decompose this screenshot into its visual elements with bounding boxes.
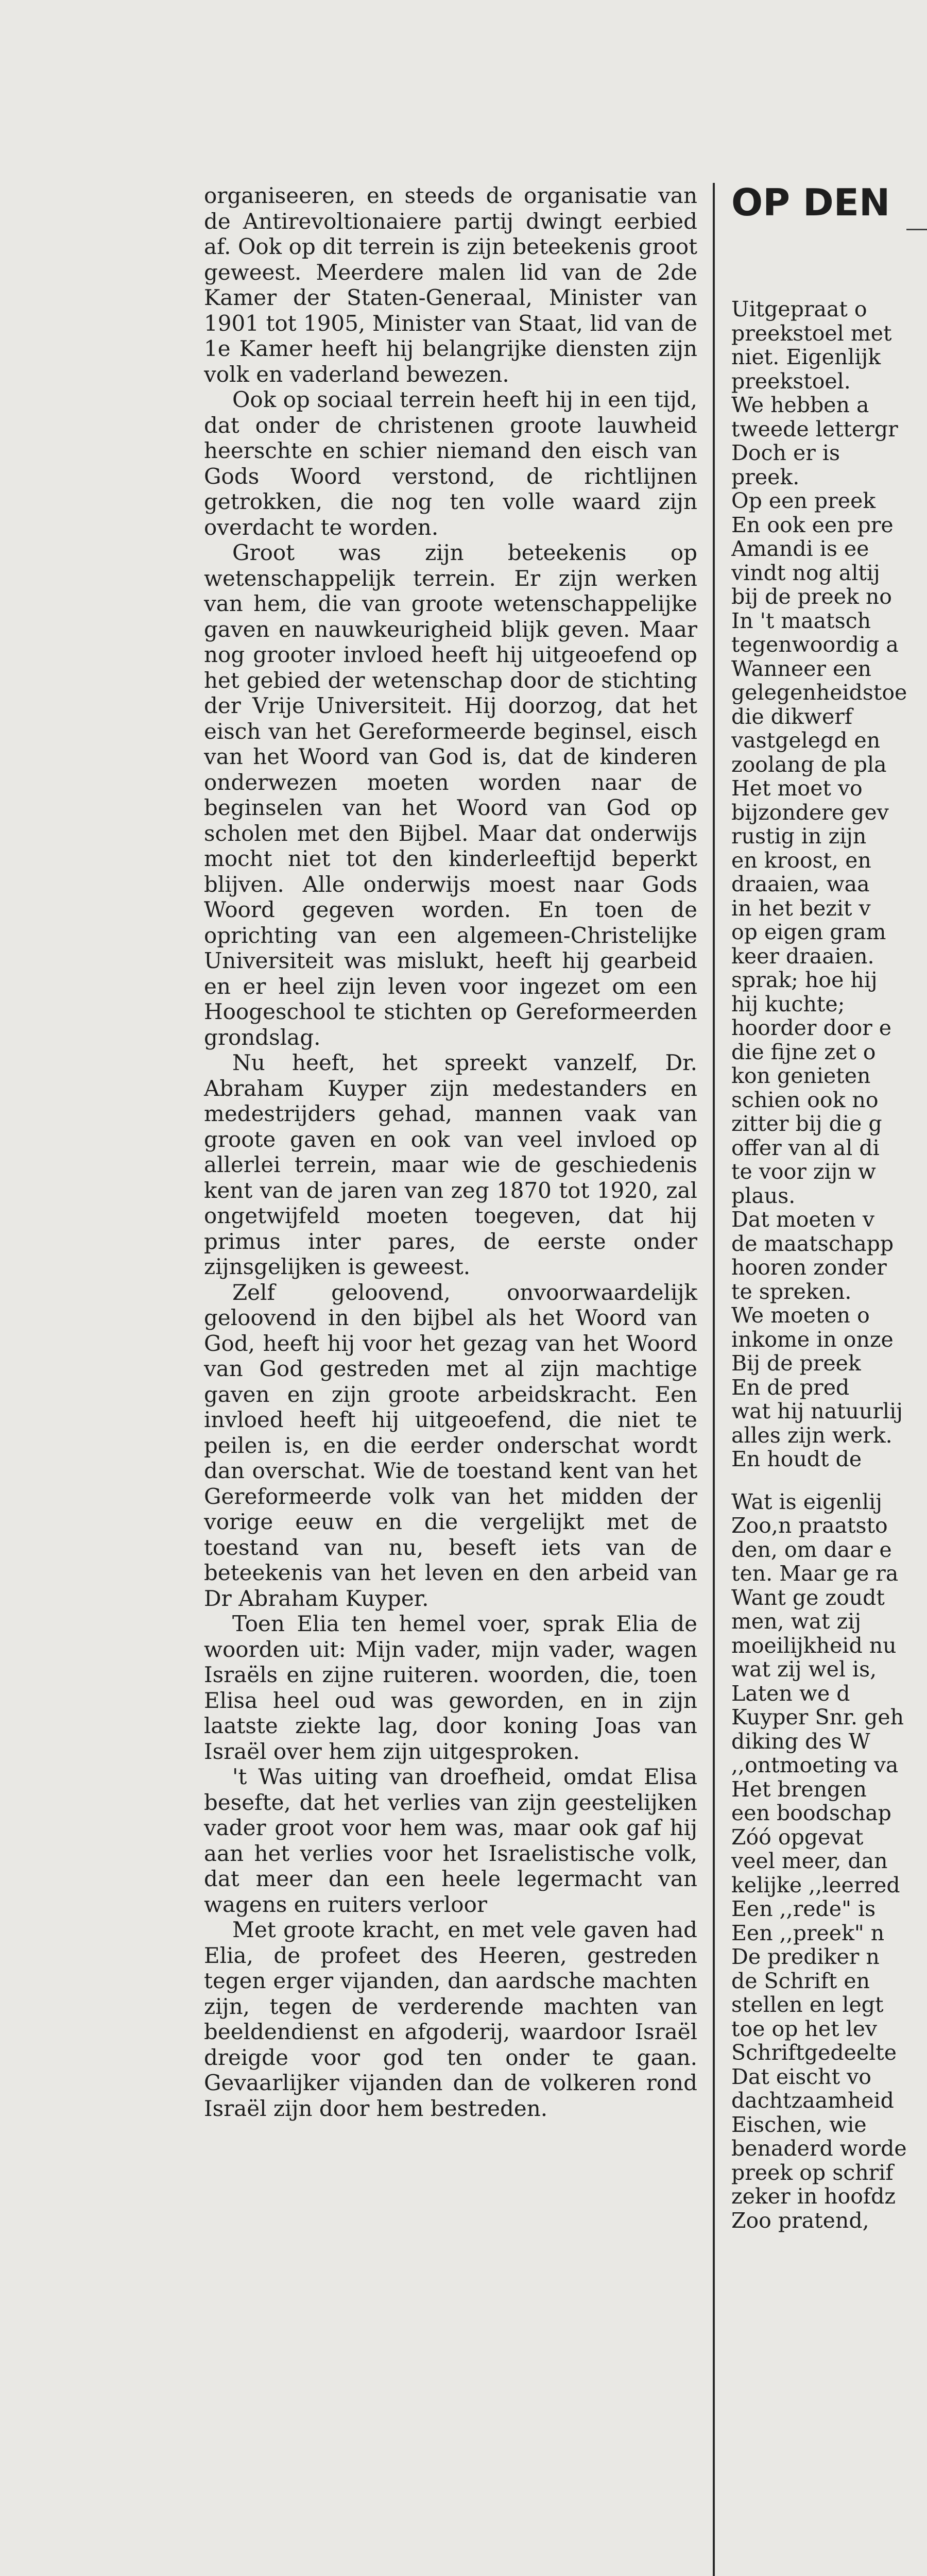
truncated-text-line: zeker in hoofdz: [731, 2184, 896, 2209]
article-paragraph: Toen Elia ten hemel voer, sprak Elia de woorden uit: Mijn vader, mijn vader, wagen Israëls en zijne ruiteren. woorden, die, toen Elisa heel oud was geworden, en in zijn laatste ziekte lag, door koning Joas van Israël over hem zijn uitgesproken.: [204, 1611, 697, 1764]
truncated-text-line: te spreken.: [731, 1279, 852, 1304]
truncated-text-line: Schriftgedeelte: [731, 2040, 897, 2065]
right-column-text: [731, 297, 927, 2232]
truncated-text-line: en kroost, en: [731, 848, 871, 873]
truncated-text-line: preek.: [731, 464, 800, 489]
article-paragraph: 't Was uiting van droefheid, omdat Elisa besefte, dat het verlies van zijn geestelijken vader groot voor hem was, maar ook gaf hij aan het verlies voor het Israelistische volk, dat meer dan een heele legermacht van wagens en ruiters verloor: [204, 1764, 697, 1917]
truncated-text-line: benaderd worde: [731, 2136, 907, 2161]
right-column-headline: OP DEN: [731, 181, 890, 224]
truncated-text-line: hoorder door e: [731, 1015, 892, 1040]
truncated-text-line: Dat moeten v: [731, 1207, 874, 1232]
article-paragraph: organiseeren, en steeds de organisatie van de Antirevoltionaiere partij dwingt eerbied af. Ook op dit terrein is zijn beteekenis groot geweest. Meerdere malen lid van de 2de Kamer der Staten-Generaal, Minister van 1901 tot 1905, Minister van Staat, lid van de 1e Kamer heeft hij belangrijke diensten zijn volk en vaderland bewezen.: [204, 183, 697, 387]
truncated-text-line: Want ge zoudt: [731, 1585, 885, 1610]
truncated-text-line: ten. Maar ge ra: [731, 1561, 899, 1586]
truncated-text-line: hij kuchte;: [731, 991, 845, 1016]
truncated-text-line: Een ,,rede" is: [731, 1896, 876, 1921]
truncated-text-line: Het brengen: [731, 1776, 867, 1802]
truncated-text-line: tegenwoordig a: [731, 632, 899, 657]
truncated-text-line: stellen en legt: [731, 1992, 884, 2017]
truncated-text-line: preekstoel met: [731, 320, 892, 346]
line-gap: [731, 1471, 927, 1490]
truncated-text-line: die dikwerf: [731, 704, 852, 729]
truncated-text-line: En de pred: [731, 1375, 850, 1400]
truncated-text-line: die fijne zet o: [731, 1039, 876, 1064]
right-article-column: [731, 180, 927, 2576]
truncated-text-line: plaus.: [731, 1183, 796, 1208]
article-paragraph: Nu heeft, het spreekt vanzelf, Dr. Abraham Kuyper zijn medestanders en medestrijders gehad, mannen vaak van groote gaven en ook van veel invloed op allerlei terrein, maar wie de geschiedenis kent van de jaren van zeg 1870 tot 1920, zal ongetwijfeld moeten toegeven, dat hij primus inter pares, de eerste onder zijnsgelijken is geweest.: [204, 1050, 697, 1279]
truncated-text-line: Zoo,n praatsto: [731, 1513, 888, 1538]
truncated-text-line: moeilijkheid nu: [731, 1633, 897, 1658]
truncated-text-line: schien ook no: [731, 1087, 879, 1112]
truncated-text-line: dachtzaamheid: [731, 2088, 894, 2113]
truncated-text-line: draaien, waa: [731, 872, 870, 896]
truncated-text-line: Zóó opgevat: [731, 1824, 864, 1850]
truncated-text-line: En ook een pre: [731, 512, 894, 537]
article-paragraph: Zelf geloovend, onvoorwaardelijk geloovend in den bijbel als het Woord van God, heeft hij voor het gezag van het Woord van God gestreden met al zijn machtige gaven en zijn groote arbeidskracht. Een invloed heeft hij uitgeoefend, die niet te peilen is, en die eerder onderschat wordt dan overschat. Wie de toestand kent van het Gereformeerde volk van het midden der vorige eeuw en die vergelijkt met de toestand van nu, beseft iets van de beteekenis van het leven en den arbeid van Dr Abraham Kuyper.: [204, 1279, 697, 1611]
truncated-text-line: veel meer, dan: [731, 1849, 888, 1873]
truncated-text-line: Kuyper Snr. geh: [731, 1705, 904, 1730]
truncated-text-line: De prediker n: [731, 1944, 880, 1969]
truncated-text-line: gelegenheidstoe: [731, 680, 907, 705]
truncated-text-line: Eischen, wie: [731, 2112, 867, 2137]
truncated-text-line: We moeten o: [731, 1303, 870, 1328]
truncated-text-line: Dat eischt vo: [731, 2064, 871, 2089]
column-divider: [713, 183, 715, 2576]
main-article-column: [204, 183, 697, 2121]
truncated-text-line: vindt nog altij: [731, 560, 880, 585]
headline-rule: [906, 229, 927, 230]
truncated-text-line: tweede lettergr: [731, 416, 898, 442]
truncated-text-line: preekstoel.: [731, 368, 851, 394]
truncated-text-line: alles zijn werk.: [731, 1422, 892, 1448]
truncated-text-line: Het moet vo: [731, 776, 863, 801]
truncated-text-line: Doch er is: [731, 440, 840, 465]
truncated-text-line: Een ,,preek" n: [731, 1920, 885, 1945]
truncated-text-line: wat zij wel is,: [731, 1657, 877, 1682]
truncated-text-line: Uitgepraat o: [731, 297, 867, 321]
truncated-text-line: vastgelegd en: [731, 728, 881, 753]
truncated-text-line: Bij de preek: [731, 1351, 861, 1376]
truncated-text-line: Op een preek: [731, 488, 876, 513]
truncated-text-line: inkome in onze: [731, 1327, 894, 1352]
truncated-text-line: toe op het lev: [731, 2016, 878, 2041]
truncated-text-line: In 't maatsch: [731, 608, 871, 633]
truncated-text-line: offer van al di: [731, 1135, 880, 1160]
truncated-text-line: diking des W: [731, 1728, 870, 1754]
truncated-text-line: den, om daar e: [731, 1537, 892, 1562]
truncated-text-line: Wanneer een: [731, 656, 871, 681]
truncated-text-line: bijzondere gev: [731, 800, 889, 825]
truncated-text-line: de Schrift en: [731, 1968, 870, 1993]
truncated-text-line: Amandi is ee: [731, 536, 869, 561]
truncated-text-line: sprak; hoe hij: [731, 968, 878, 992]
article-paragraph: Groot was zijn beteekenis op wetenschappelijk terrein. Er zijn werken van hem, die van groote wetenschappelijke gaven en nauwkeurigheid blijk geven. Maar nog grooter invloed heeft hij uitgeoefend op het gebied der wetenschap door de stichting der Vrije Universiteit. Hij doorzog, dat het eisch van het Gereformeerde beginsel, eisch van het Woord van God is, dat de kinderen onderwezen moeten worden naar de beginselen van het Woord van God op scholen met den Bijbel. Maar dat onderwijs mocht niet tot den kinderleeftijd beperkt blijven. Alle onderwijs moest naar Gods Woord gegeven worden. En toen de oprichting van een algemeen-Christelijke Universiteit was mislukt, heeft hij gearbeid en er heel zijn leven voor ingezet om een Hoogeschool te stichten op Gereformeerden grondslag.: [204, 540, 697, 1050]
truncated-text-line: Laten we d: [731, 1681, 850, 1706]
truncated-text-line: in het bezit v: [731, 895, 871, 921]
truncated-text-line: ,,ontmoeting va: [731, 1753, 899, 1777]
truncated-text-line: zoolang de pla: [731, 752, 887, 777]
article-paragraph: Met groote kracht, en met vele gaven had Elia, de profeet des Heeren, gestreden tegen erger vijanden, dan aardsche machten zijn, tegen de verderende machten van beeldendienst en afgoderij, waardoor Israël dreigde voor god ten onder te gaan. Gevaarlijker vijanden dan de volkeren rond Israël zijn door hem bestreden.: [204, 1917, 697, 2121]
truncated-text-line: preek op schrif: [731, 2160, 894, 2185]
truncated-text-line: bij de preek no: [731, 584, 892, 609]
truncated-text-line: wat hij natuurlij: [731, 1399, 903, 1423]
truncated-text-line: men, wat zij: [731, 1609, 862, 1634]
truncated-text-line: kelijke ,,leerred: [731, 1872, 900, 1897]
truncated-text-line: de maatschapp: [731, 1231, 894, 1256]
truncated-text-line: Wat is eigenlij: [731, 1489, 882, 1514]
article-paragraph: Ook op sociaal terrein heeft hij in een tijd, dat onder de christenen groote lauwheid heerschte en schier niemand den eisch van Gods Woord verstond, de richtlijnen getrokken, die nog ten volle waard zijn overdacht te worden.: [204, 387, 697, 540]
truncated-text-line: En houdt de: [731, 1447, 862, 1471]
truncated-text-line: niet. Eigenlijk: [731, 345, 881, 369]
truncated-text-line: een boodschap: [731, 1801, 891, 1825]
truncated-text-line: te voor zijn w: [731, 1159, 876, 1184]
truncated-text-line: keer draaien.: [731, 943, 874, 969]
truncated-text-line: We hebben a: [731, 393, 869, 417]
truncated-text-line: Zoo pratend,: [731, 2208, 869, 2233]
truncated-text-line: kon genieten: [731, 1063, 871, 1088]
truncated-text-line: op eigen gram: [731, 920, 886, 944]
truncated-text-line: zitter bij die g: [731, 1111, 882, 1136]
truncated-text-line: rustig in zijn: [731, 824, 867, 849]
truncated-text-line: hooren zonder: [731, 1255, 887, 1280]
